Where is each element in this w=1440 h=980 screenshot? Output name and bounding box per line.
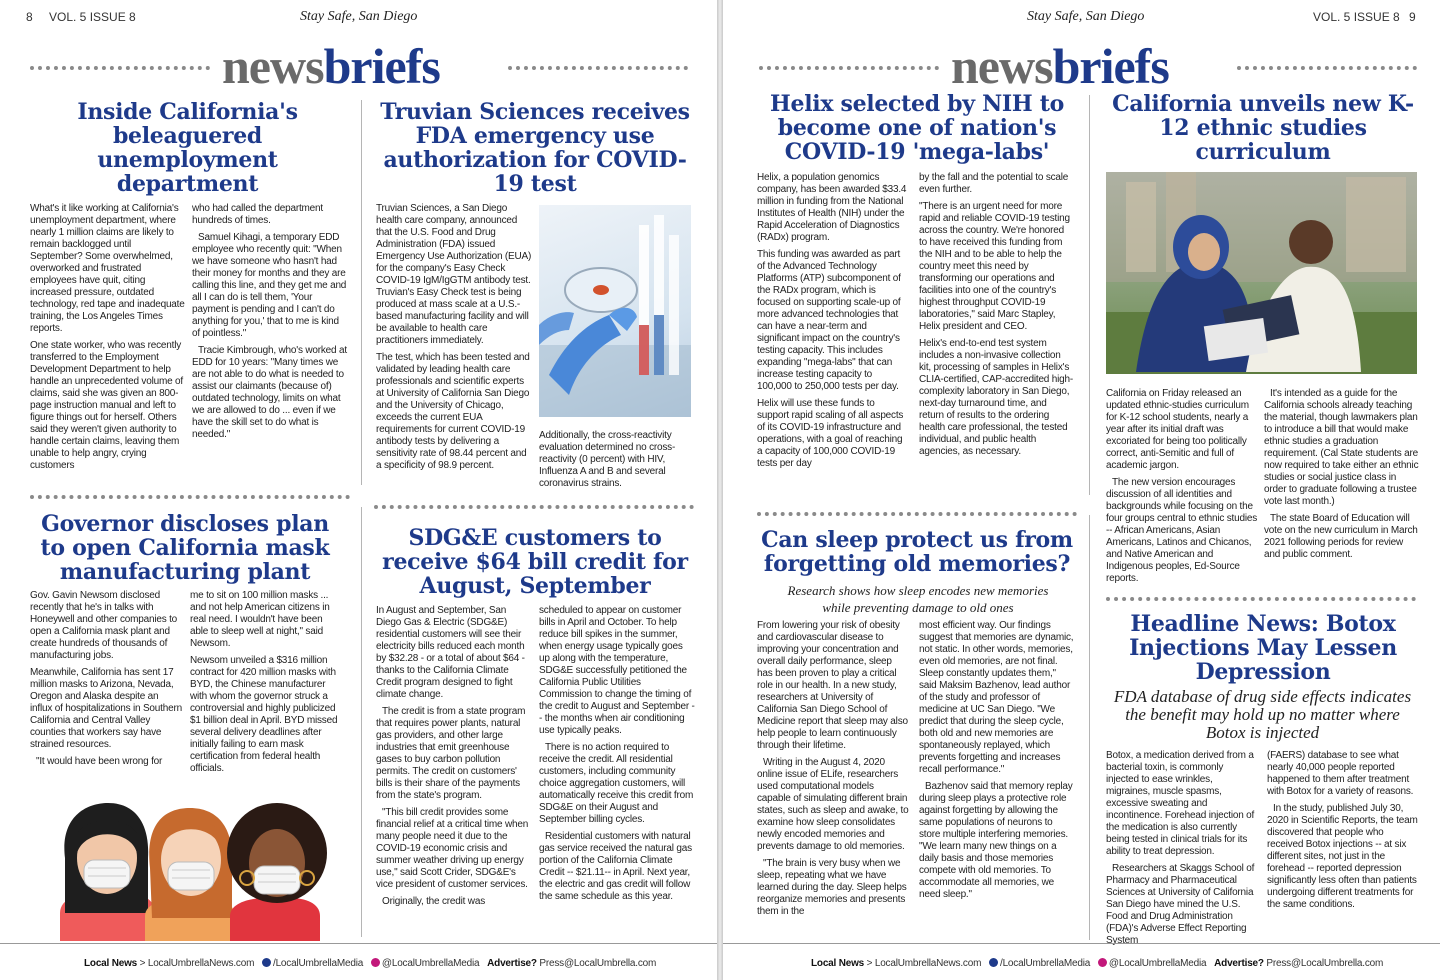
right-page <box>723 0 1440 980</box>
paragraph: The credit is from a state program that requires power plants, natural gas providers, and other large industries that emit greenhouse gases to buy carbon pollution permits. The credit on customers' bills is their share of the payments from the state's program. <box>376 706 526 801</box>
paragraph: Gov. Gavin Newsom disclosed recently that he's in talks with Honeywell and other companies to open a California mask plant and create hundreds of thousands of manufacturing jobs. <box>30 590 178 661</box>
article-column <box>376 605 532 940</box>
footer-email-link[interactable]: Press@LocalUmbrella.com <box>539 958 657 969</box>
column-divider <box>1089 95 1090 495</box>
page-footer <box>723 943 1440 980</box>
footer-site-link[interactable]: LocalUmbrellaNews.com <box>874 958 982 969</box>
paragraph: In the study, published July 30, 2020 in Scientific Reports, the team discovered that people who received Botox injections -- at six different sites, not just in the forehead -- reported depression significantly less often than patients undergoing different treatments for the same conditions. <box>1267 803 1418 910</box>
footer-separator: > <box>137 958 148 969</box>
masthead <box>222 36 440 96</box>
paragraph: Tracie Kimbrough, who's worked at EDD for 10 years: "Many times we are not able to do what is needed to assist our claimants (because of) outdated technology, limits on what we are allowed to do ... even if we have the skill set to do what is needed." <box>192 345 347 440</box>
paragraph: Helix will use these funds to support rapid scaling of all aspects of its COVID-19 infrastructure and operations, with a goal of reaching a capacity of 100,000 COVID-19 tests per day <box>757 398 904 469</box>
page-number: 9 <box>1409 10 1416 24</box>
paragraph: From lowering your risk of obesity and cardiovascular disease to improving your concentration and overall daily performance, sleep has been proven to play a critical role in our health. In a new study, researchers at University of California San Diego School of Medicine report that sleep may also help people to learn continuously through their lifetime. <box>757 620 908 751</box>
article-column <box>539 605 695 940</box>
article-column <box>1106 388 1258 588</box>
facebook-icon <box>262 958 271 967</box>
left-page <box>0 0 717 980</box>
masthead-rule-right <box>508 66 688 70</box>
paragraph: One state worker, who was recently transferred to the Employment Development Department to help handle an unprecedented volume of claims, said she was given an 800-page instruction manual and left to figure things out for herself. Others said they weren't given authority to handle certain claims, leaving them unable to help angry, crying customers <box>30 340 183 471</box>
article-column <box>919 620 1074 938</box>
article-column <box>190 590 342 793</box>
paragraph: "It would have been wrong for <box>36 756 163 767</box>
footer-advertise-label: Advertise? <box>1214 958 1264 969</box>
headline: Can sleep protect us from forgetting old memories? <box>761 527 1073 577</box>
footer-instagram-link[interactable]: @LocalUmbrellaMedia <box>381 958 480 969</box>
page-number: 8 <box>26 10 33 24</box>
paragraph: The test, which has been tested and validated by leading health care professionals and scientific experts at University of California San Diego and the University of Chicago, exceeds the current EUA requirements for current COVID-19 antibody tests by delivering a sensitivity rate of 98.44 percent and a specificity of 98.9 percent. <box>376 352 530 471</box>
column-divider <box>361 507 362 937</box>
column-divider <box>361 100 362 485</box>
paragraph: Truvian Sciences, a San Diego health care company, announced that the U.S. Food and Drug Administration (FDA) issued Emergency Use Authorization (EUA) for the company's Easy Check COVID-19 IgM/IgGTM antibody test. Truvian's Easy Check test is being produced at mass scale at a U.S.-based manufacturing facility and will be available to health care practitioners immediately. <box>376 203 532 346</box>
footer-text <box>84 958 656 969</box>
footer-label: Local News <box>84 958 138 969</box>
paragraph: me to sit on 100 million masks ... and not help American citizens in real need. I wouldn't have been able to sleep well at night," said Newsom. <box>190 590 330 649</box>
paragraph: It's intended as a guide for the California schools already teaching the material, though lawmakers plan to introduce a bill that would make ethnic studies a graduation requirement. (Cal State students are now required to take either an ethnic studies or social justice class in order to graduate following a trustee vote last month.) <box>1264 388 1419 507</box>
article-column <box>919 172 1074 504</box>
paragraph: (FAERS) database to see what nearly 40,000 people reported happened to them after treatment with Botox for a variety of reasons. <box>1267 750 1414 797</box>
lab-test-illustration <box>539 205 691 417</box>
paragraph: most efficient way. Our findings suggest that memories are dynamic, not static. In other words, memories, even old memories, are not final. Sleep constantly updates them," said Maksim Bazhenov, lead author of the study and professor of medicine at UC San Diego. "We predict that during the sleep cycle, both old and new memories are spontaneously replayed, which prevents forgetting and increases recall performance." <box>919 620 1074 775</box>
paragraph: Helix's end-to-end test system includes a non-invasive collection kit, processing of samples in Helix's CLIA-certified, CAP-accredited high-complexity laboratory in San Diego, next-day turnaround time, and return of results to the ordering health care professional, the tested individual, and public health agencies, as necessary. <box>919 338 1073 457</box>
footer-site-link[interactable]: LocalUmbrellaNews.com <box>147 958 255 969</box>
paragraph: What's it like working at California's unemployment department, where nearly 1 million claims are likely to remain backlogged until September? Some overwhelmed, overworked and frustrated employees have quit, citing increased pressure, outdated technology, red tape and inadequate training, the Los Angeles Times reports. <box>30 203 185 334</box>
paragraph: Bazhenov said that memory replay during sleep plays a protective role against forgetting by allowing the same populations of neurons to store multiple interfering memories. "We learn many new things on a daily basis and those memories compete with old memories. To accommodate all memories, we need sleep." <box>919 781 1073 900</box>
issue-label: VOL. 5 ISSUE 8 <box>49 10 136 24</box>
headline: Headline News: Botox Injections May Lessen Depression <box>1129 611 1397 685</box>
section-divider <box>30 495 350 499</box>
headline: Helix selected by NIH to become one of nation's COVID-19 'mega-labs' <box>770 91 1064 165</box>
paragraph: Researchers at Skaggs School of Pharmacy and Pharmaceutical Sciences at University of California San Diego have mined the U.S. Food and Drug Administration (FDA)'s Adverse Effect Reporting System <box>1106 863 1255 946</box>
paragraph: Residential customers with natural gas service received the natural gas portion of the California Climate Credit -- $21.11-- in April. Next year, the electric and gas credit will follow the same schedule as this year. <box>539 831 692 902</box>
paragraph: Botox, a medication derived from a bacterial toxin, is commonly injected to ease wrinkles, migraines, muscle spasms, excessive sweating and incontinence. Forehead injection of the medication is also currently being tested in clinical trials for its ability to treat depression. <box>1106 750 1255 857</box>
masthead-briefs: briefs <box>1052 38 1169 94</box>
page-footer <box>0 943 717 980</box>
paragraph: "The brain is very busy when we sleep, repeating what we have learned during the day. Sleep helps reorganize memories and presents them in the <box>757 858 907 917</box>
footer-label: Local News <box>811 958 865 969</box>
footer-advertise-label: Advertise? <box>487 958 537 969</box>
section-divider <box>757 512 1077 516</box>
article-column <box>757 620 909 938</box>
issue-label: VOL. 5 ISSUE 8 <box>1313 10 1400 24</box>
paragraph: "This bill credit provides some financial relief at a critical time when many people need it due to the COVID-19 economic crisis and summer weather driving up energy use," said Scott Crider, SDG&E's vice president of customer services. <box>376 807 529 890</box>
masthead-rule-left <box>30 66 210 70</box>
students-photo <box>1106 172 1417 374</box>
paragraph: The new version encourages discussion of all identities and backgrounds while focusing on the four groups central to ethnic studies -- African Americans, Asian Americans, Latinos and Chicanos, and Native American and Indigenous peoples, Ed-Source reports. <box>1106 477 1258 584</box>
masthead-rule-left <box>759 66 939 70</box>
article-column <box>1106 750 1258 946</box>
facebook-icon <box>989 958 998 967</box>
running-title: Stay Safe, San Diego <box>1027 9 1145 24</box>
article-column <box>1264 388 1419 588</box>
paragraph: California on Friday released an updated ethnic-studies curriculum for K-12 school students, nearly a year after its initial draft was excoriated for being too politically correct, anti-Semitic and full of academic jargon. <box>1106 388 1249 471</box>
masthead-news: news <box>222 38 324 94</box>
article-column <box>757 172 909 504</box>
masthead <box>951 36 1169 96</box>
column-divider <box>1089 515 1090 940</box>
headline: Inside California's beleaguered unemployment department <box>77 99 298 197</box>
paragraph: scheduled to appear on customer bills in April and October. To help reduce bill spikes in the summer, when energy usage typically goes up along with the temperature, SDG&E successfully petitioned the California Public Utilities Commission to change the timing of the credit to August and September -- the months when air conditioning use typically peaks. <box>539 605 695 736</box>
masthead-news: news <box>951 38 1053 94</box>
students-illustration <box>1106 172 1417 374</box>
masthead-briefs: briefs <box>323 38 440 94</box>
running-title: Stay Safe, San Diego <box>300 9 418 24</box>
section-divider <box>1106 597 1416 601</box>
footer-facebook-link[interactable]: /LocalUmbrellaMedia <box>999 958 1091 969</box>
paragraph: Additionally, the cross-reactivity evaluation determined no cross-reactivity (0 percent) with HIV, Influenza A and B and several coronavirus strains. <box>539 430 676 489</box>
paragraph: There is no action required to receive the credit. All residential customers, including community choice aggregation customers, will automatically receive this credit from SDG&E on their August and September billing cycles. <box>539 742 694 825</box>
paragraph: by the fall and the potential to scale even further. <box>919 172 1069 195</box>
paragraph: In August and September, San Diego Gas & Electric (SDG&E) residential customers will see their electricity bills reduced each month by $32.28 - or a total of about $64 - thanks to the California Climate Credit program designed to fight climate change. <box>376 605 525 700</box>
paragraph: Meanwhile, California has sent 17 million masks to Arizona, Nevada, Oregon and Alaska despite an influx of hospitalizations in Southern California and Central Valley counties that workers say have strained resources. <box>30 667 182 750</box>
article-column <box>376 203 534 495</box>
paragraph: Helix, a population genomics company, has been awarded $33.4 million in funding from the National Institutes of Health (NIH) under the Rapid Acceleration of Diagnostics (RADx) program. <box>757 172 907 243</box>
paragraph: Originally, the credit was <box>382 896 485 907</box>
paragraph: Newsom unveiled a $316 million contract for 420 million masks with BYD, the Chinese manufacturer with whom the governor struck a controversial and highly publicized $1 billion deal in April. BYD missed several delivery deadlines after initially failing to earn mask certification from federal health officials. <box>190 655 338 774</box>
headline: California unveils new K-12 ethnic studies curriculum <box>1112 91 1414 165</box>
subheadline: FDA database of drug side effects indicates the benefit may hold up no matter where Botox is injected <box>1113 687 1412 742</box>
paragraph: "There is an urgent need for more rapid and reliable COVID-19 testing across the country. We're honored to have received this funding from the NIH and to be able to help the country meet this need by transforming our operations and facilities into one of the country's highest throughput COVID-19 laboratories," said Marc Stapley, Helix president and CEO. <box>919 201 1070 332</box>
footer-email-link[interactable]: Press@LocalUmbrella.com <box>1266 958 1384 969</box>
subheadline: Research shows how sleep encodes new memories while preventing damage to old ones <box>787 583 1049 615</box>
footer-text <box>811 958 1383 969</box>
headline: Truvian Sciences receives FDA emergency use authorization for COVID-19 test <box>380 99 690 197</box>
section-divider <box>374 505 694 509</box>
headline: SDG&E customers to receive $64 bill credit for August, September <box>382 525 688 599</box>
masthead-rule-right <box>1237 66 1417 70</box>
paragraph: Writing in the August 4, 2020 online issue of ELife, researchers used computational models capable of simulating different brain states, such as sleep and awake, to examine how sleep consolidates newly encoded memories and prevents damage to old memories. <box>757 757 909 852</box>
masked-women-illustration <box>40 798 325 941</box>
article-column <box>30 203 185 485</box>
footer-separator: > <box>864 958 875 969</box>
footer-facebook-link[interactable]: /LocalUmbrellaMedia <box>272 958 364 969</box>
article-column <box>539 430 694 495</box>
paragraph: Samuel Kihagi, a temporary EDD employee who recently quit: "When we have someone who hasn't had their money for months and they are calling this line, and they get me and all I can do is tell them, 'Your payment is pending and I can't do anything for you,' that to me is kind of pointless." <box>192 232 347 339</box>
paragraph: The state Board of Education will vote on the new curriculum in March 2021 following periods for review and public comment. <box>1264 513 1418 560</box>
instagram-icon <box>1098 958 1107 967</box>
paragraph: This funding was awarded as part of the Advanced Technology Platforms (ATP) subcomponent of the RADx program, which is focused on supporting scale-up of more advanced technologies that can have a near-term and significant impact on the country's testing capacity. This includes expanding "mega-labs" that can increase testing capacity to 100,000 to 250,000 tests per day. <box>757 249 901 392</box>
footer-instagram-link[interactable]: @LocalUmbrellaMedia <box>1108 958 1207 969</box>
instagram-icon <box>371 958 380 967</box>
article-column <box>30 590 182 793</box>
headline: Governor discloses plan to open California mask manufacturing plant <box>40 511 330 585</box>
paragraph: who had called the department hundreds of times. <box>192 203 323 226</box>
lab-test-photo <box>539 205 691 417</box>
article-column <box>1267 750 1419 940</box>
article-column <box>192 203 347 485</box>
